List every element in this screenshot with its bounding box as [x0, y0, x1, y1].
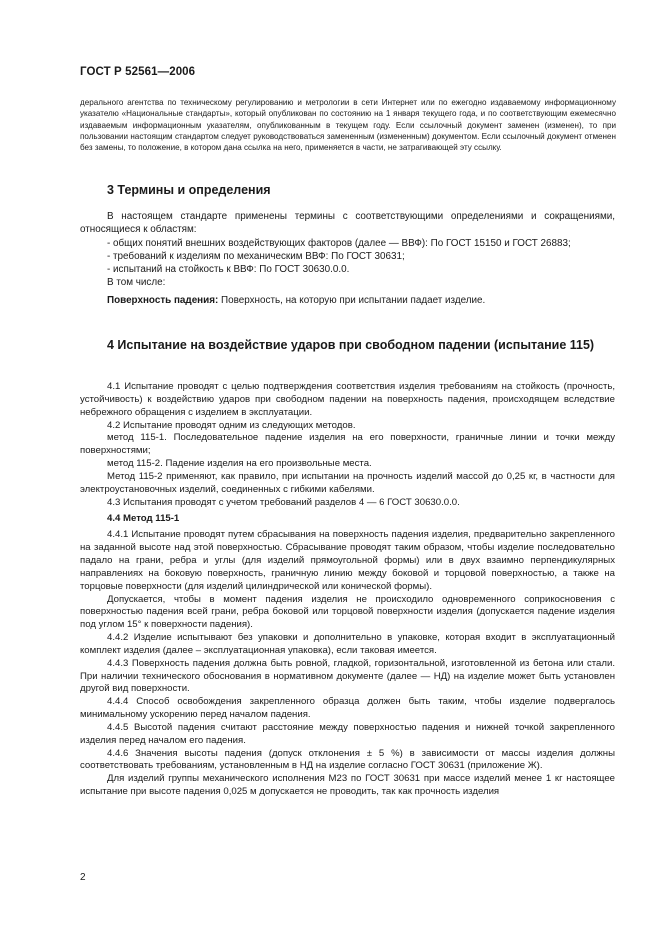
section-3-intro-paragraph: В настоящем стандарте применены термины с соответствующими определениями и сокращениями, относящиеся к областям:: [80, 211, 615, 236]
intro-continuation: [80, 97, 616, 153]
clause-4-4-3: 4.4.3 Поверхность падения должна быть ровной, гладкой, горизонтальной, изготовленной из бетона или стали. При наличии технического обоснования в нормативном документе (далее — НД) на изделие может быть установлен другой вид поверхности.: [80, 657, 615, 695]
method-115-1-item: метод 115-1. Последовательное падение изделия на его поверхности, граничные линии и точки между поверхностями;: [80, 432, 615, 457]
term-name: Поверхность падения:: [107, 294, 219, 306]
clause-4-2: 4.2 Испытание проводят одним из следующих методов.: [107, 419, 356, 431]
section-3-list-item: - требований к изделиям по механическим ВВФ: По ГОСТ 30631;: [107, 250, 405, 262]
clause-4-4-6: 4.4.6 Значения высоты падения (допуск отклонения ± 5 %) в зависимости от массы изделия должны соответствовать требованиям, установленным в НД на изделие согласно ГОСТ 30631 (приложение Ж).: [80, 747, 615, 772]
section-3-including: В том числе:: [107, 277, 166, 289]
section-3-heading: 3 Термины и определения: [107, 183, 271, 197]
clause-4-3: 4.3 Испытания проводят с учетом требований разделов 4 — 6 ГОСТ 30630.0.0.: [107, 496, 460, 508]
section-3-list-item: - испытаний на стойкость к ВВФ: По ГОСТ 30630.0.0.: [107, 264, 350, 276]
method-115-2-item: метод 115-2. Падение изделия на его произвольные места.: [107, 458, 372, 470]
clause-4-4-5: 4.4.5 Высотой падения считают расстояние между поверхностью падения и нижней точкой закрепленного изделия перед началом его падения.: [80, 721, 615, 746]
clause-4-4-4: 4.4.4 Способ освобождения закрепленного образца должен быть таким, чтобы изделие подвергалось минимальному ускорению перед началом падения.: [80, 696, 615, 721]
clause-m23-paragraph: Для изделий группы механического исполнения М23 по ГОСТ 30631 при массе изделий менее 1 кг настоящее испытание при высоте падения 0,025 м допускается не проводить, так как прочность изделия: [80, 773, 615, 798]
section-4-heading: 4 Испытание на воздействие ударов при свободном падении (испытание 115): [107, 338, 595, 352]
page-number: 2: [80, 872, 86, 883]
term-definition: [80, 294, 615, 307]
clause-4-1: 4.1 Испытание проводят с целью подтверждения соответствия изделия требованиям на стойкость (прочность, устойчивость) к воздействию ударов при свободном падении на поверхность падения, происходящем вследствие небрежного обращения с изделием в эксплуатации.: [80, 381, 615, 418]
intro-paragraph: дерального агентства по техническому регулированию и метрологии в сети Интернет или по ежегодно издаваемому информационному указателю «Национальные стандарты», который опубликован по состоянию на 1 января текущего года, и по соответствующим ежемесячно издаваемым информационным указателям, опубликованным в текущем году. Если ссылочный документ заменен (изменен), то при пользовании настоящим стандартом следует руководствоваться замененным (измененным) документом. Если ссылочный документ отменен без замены, то положение, в котором дана ссылка на него, применяется в части, не затрагивающей эту ссылку.: [80, 98, 616, 153]
document-code-header: ГОСТ Р 52561—2006: [80, 66, 196, 78]
clause-4-4-2: 4.4.2 Изделие испытывают без упаковки и дополнительно в упаковке, которая входит в эксплуатационный комплект изделия (далее – эксплуатационная упаковка), если таковая имеется.: [80, 632, 615, 656]
method-note-paragraph: Метод 115-2 применяют, как правило, при испытании на прочность изделий массой до 0,25 кг, в частности для электроустановочных изделий, соединенных с гибкими кабелями.: [80, 470, 615, 495]
clause-4-4-heading: 4.4 Метод 115-1: [107, 513, 180, 525]
clause-4-4-1: 4.4.1 Испытание проводят путем сбрасывания на поверхность падения изделия, предварительно закрепленного на заданной высоте над этой поверхностью. Сбрасывание проводят таким образом, чтобы изделие последовательно падало на грани, ребра и углы (для изделий прямоугольной формы) или в двух взаимно перпендикулярных направлениях на боковую поверхность, граничную линию между боковой и торцовой поверхностью, а также на торцовые поверхности (для изделий цилиндрической или конической формы).: [80, 529, 615, 592]
section-4-body: [80, 381, 615, 799]
clause-4-4-1-allowance: Допускается, чтобы в момент падения изделия не происходило одновременного соприкосновения с поверхностью падения всей грани, ребра боковой или торцовой поверхности изделия (допускается падение изделия под углом 15° к поверхности падения).: [80, 593, 615, 631]
term-text: Поверхность, на которую при испытании падает изделие.: [218, 294, 486, 306]
section-3-list-item: - общих понятий внешних воздействующих факторов (далее — ВВФ): По ГОСТ 15150 и ГОСТ 26883;: [107, 237, 571, 249]
section-3-body: [80, 210, 615, 307]
